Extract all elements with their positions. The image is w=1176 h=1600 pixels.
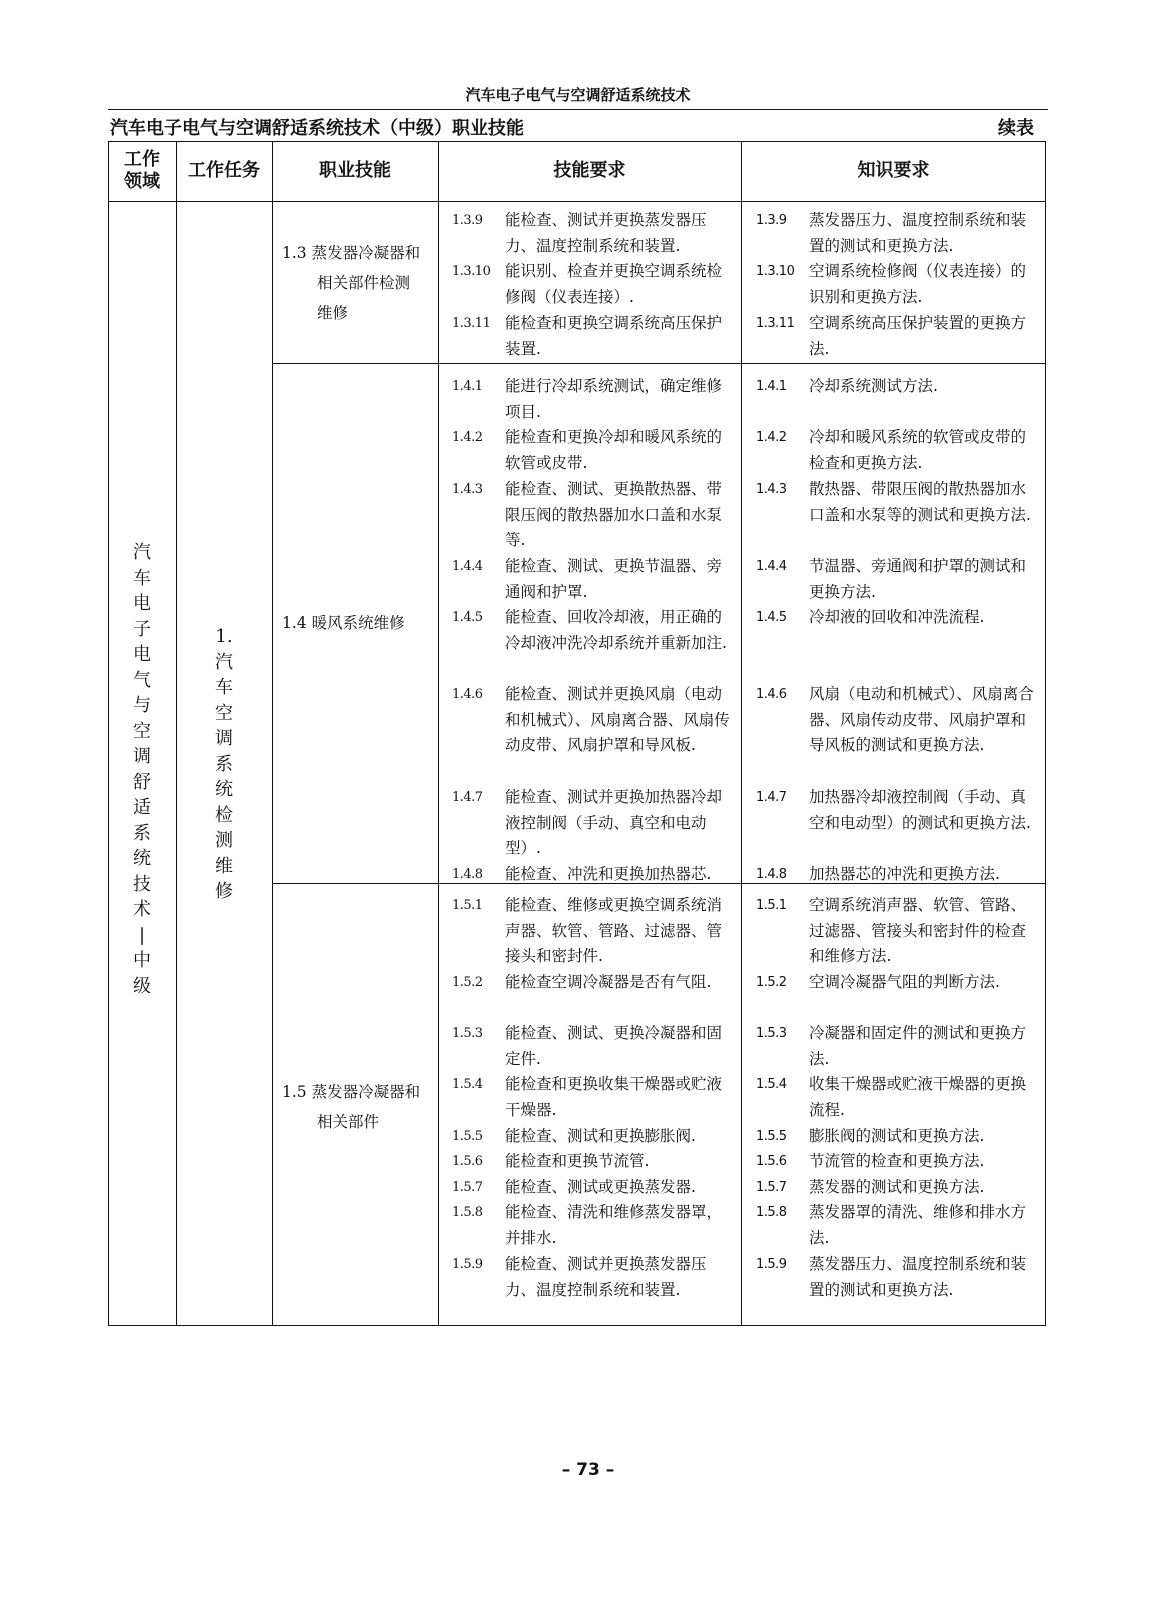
knowledge-requirement-entry (756, 785, 1041, 836)
knowledge-requirement-text: 蒸发器压力、温度控制系统和装置的测试和更换方法. (809, 1255, 1027, 1299)
knowledge-requirement-number: 1.4.2 (756, 430, 787, 445)
knowledge-requirement-number: 1.5.8 (756, 1205, 787, 1220)
skill-requirement-entry (452, 862, 737, 888)
skill-requirement-text: 能检查和更换节流管. (505, 1152, 650, 1170)
header-skill: 职业技能 (319, 160, 391, 181)
skill-1-5 (282, 1077, 438, 1137)
skill-requirement-text: 能检查、测试、更换冷凝器和固定件. (505, 1024, 723, 1068)
knowledge-requirement-entry (756, 374, 1041, 400)
header-row-rule (108, 201, 1046, 202)
knowledge-requirement-number: 1.5.7 (756, 1180, 787, 1195)
knowledge-requirement-entry (756, 425, 1041, 476)
skill-requirement-text: 能检查、测试、更换节温器、旁通阀和护罩. (505, 557, 723, 601)
header-domain: 工作 领域 (124, 149, 160, 192)
skill-requirement-entry (452, 1021, 737, 1072)
knowledge-requirement-text: 空调系统检修阀（仪表连接）的识别和更换方法. (809, 262, 1027, 306)
knowledge-requirement-text: 蒸发器的测试和更换方法. (809, 1178, 985, 1196)
skill-requirement-number: 1.4.3 (452, 482, 483, 497)
skill-requirement-text: 能检查空调冷凝器是否有气阻. (505, 973, 712, 991)
skill-requirement-number: 1.4.6 (452, 687, 483, 702)
skill-1-4-line1: 1.4 暖风系统维修 (282, 614, 405, 632)
skill-requirement-entry (452, 311, 737, 362)
skill-requirement-text: 能检查、测试并更换加热器冷却液控制阀（手动、真空和电动型）. (505, 788, 723, 857)
skill-requirement-text: 能检查、测试并更换蒸发器压力、温度控制系统和装置. (505, 1255, 707, 1299)
knowledge-requirement-text: 收集干燥器或贮液干燥器的更换流程. (809, 1075, 1027, 1119)
running-head: 汽车电子电气与空调舒适系统技术 (465, 86, 691, 104)
work-task-cell: 1. 汽 车 空 调 系 统 检 测 维 修 (215, 626, 233, 902)
knowledge-requirement-entry (756, 605, 1041, 631)
knowledge-requirement-number: 1.3.9 (756, 213, 787, 228)
knowledge-requirement-text: 蒸发器罩的清洗、维修和排水方法. (809, 1203, 1027, 1247)
knowledge-requirement-entry (756, 1200, 1041, 1251)
knowledge-requirement-text: 冷凝器和固定件的测试和更换方法. (809, 1024, 1027, 1068)
knowledge-requirement-text: 冷却液的回收和冲洗流程. (809, 608, 985, 626)
table-title: 汽车电子电气与空调舒适系统技术（中级）职业技能 (110, 118, 524, 139)
skill-requirement-number: 1.5.2 (452, 975, 483, 990)
skill-requirement-number: 1.3.9 (452, 213, 483, 228)
knowledge-requirement-entry (756, 259, 1041, 310)
knowledge-requirement-entry (756, 682, 1041, 759)
skill-requirement-entry (452, 477, 737, 554)
skill-requirement-entry (452, 259, 737, 310)
knowledge-requirement-entry (756, 1175, 1041, 1201)
skill-requirement-entry (452, 893, 737, 970)
skill-requirement-entry (452, 1124, 737, 1150)
knowledge-requirement-text: 风扇（电动和机械式）、风扇离合器、风扇传动皮带、风扇护罩和导风板的测试和更换方法. (809, 685, 1034, 754)
knowledge-requirement-number: 1.5.3 (756, 1026, 787, 1041)
knowledge-requirement-number: 1.4.3 (756, 482, 787, 497)
knowledge-requirement-text: 节流管的检查和更换方法. (809, 1152, 985, 1170)
skill-requirement-text: 能检查、维修或更换空调系统消声器、软管、管路、过滤器、管接头和密封件. (505, 896, 723, 965)
skill-requirement-text: 能检查、测试和更换膨胀阀. (505, 1127, 696, 1145)
skill-requirement-text: 能检查、冲洗和更换加热器芯. (505, 865, 712, 883)
knowledge-requirement-text: 加热器芯的冲洗和更换方法. (809, 865, 1000, 883)
knowledge-requirement-entry (756, 554, 1041, 605)
skill-requirement-entry (452, 970, 737, 996)
knowledge-requirement-number: 1.4.5 (756, 610, 787, 625)
skill-requirement-text: 能检查、测试并更换风扇（电动和机械式）、风扇离合器、风扇传动皮带、风扇护罩和导风板. (505, 685, 730, 754)
skill-requirement-entry (452, 208, 737, 259)
knowledge-requirement-text: 节温器、旁通阀和护罩的测试和更换方法. (809, 557, 1027, 601)
knowledge-requirement-number: 1.4.8 (756, 867, 787, 882)
knowledge-requirement-number: 1.3.11 (756, 316, 795, 331)
knowledge-requirement-number: 1.4.1 (756, 379, 787, 394)
skill-requirement-number: 1.5.1 (452, 898, 483, 913)
knowledge-requirement-entry (756, 311, 1041, 362)
skill-requirement-entry (452, 425, 737, 476)
knowledge-requirement-entry (756, 1149, 1041, 1175)
header-knowledge-req: 知识要求 (857, 160, 930, 181)
knowledge-requirement-number: 1.3.10 (756, 264, 795, 279)
knowledge-requirement-entry (756, 477, 1041, 528)
header-skill-req: 技能要求 (553, 160, 626, 181)
skill-requirement-text: 能检查和更换冷却和暖风系统的软管或皮带. (505, 428, 723, 472)
knowledge-requirement-number: 1.5.2 (756, 975, 787, 990)
skill-requirement-number: 1.4.8 (452, 867, 483, 882)
knowledge-requirement-text: 空调系统消声器、软管、管路、过滤器、管接头和密封件的检查和维修方法. (809, 896, 1027, 965)
skill-requirement-entry (452, 682, 737, 759)
skill-requirement-text: 能进行冷却系统测试，确定维修项目. (505, 377, 723, 421)
skill-1-5-line2: 相关部件 (317, 1113, 380, 1131)
skill-requirement-number: 1.3.10 (452, 264, 491, 279)
knowledge-requirement-text: 冷却系统测试方法. (809, 377, 938, 395)
column-rule (438, 141, 439, 1326)
knowledge-requirement-entry (756, 970, 1041, 996)
knowledge-requirement-text: 空调系统高压保护装置的更换方法. (809, 314, 1027, 358)
skill-requirement-number: 1.4.7 (452, 790, 483, 805)
skill-requirement-entry (452, 1149, 737, 1175)
knowledge-requirement-entry (756, 1252, 1041, 1303)
skill-requirement-number: 1.5.5 (452, 1129, 483, 1144)
knowledge-requirement-text: 空调冷凝器气阻的判断方法. (809, 973, 1000, 991)
skill-requirement-entry (452, 605, 737, 656)
knowledge-requirement-text: 蒸发器压力、温度控制系统和装置的测试和更换方法. (809, 211, 1027, 255)
work-domain-cell: 汽 车 电 子 电 气 与 空 调 舒 适 系 统 技 术 | 中 级 (133, 542, 151, 997)
knowledge-requirement-number: 1.5.1 (756, 898, 787, 913)
skill-requirement-entry (452, 1252, 737, 1303)
knowledge-requirement-text: 加热器冷却液控制阀（手动、真空和电动型）的测试和更换方法. (809, 788, 1031, 832)
knowledge-requirement-number: 1.4.6 (756, 687, 787, 702)
skill-requirement-entry (452, 1175, 737, 1201)
knowledge-requirement-number: 1.5.9 (756, 1257, 787, 1272)
skill-1-3-line1: 1.3 蒸发器冷凝器和 (282, 244, 421, 262)
knowledge-requirement-text: 膨胀阀的测试和更换方法. (809, 1127, 985, 1145)
running-head-rule (108, 109, 1048, 110)
skill-requirement-number: 1.4.1 (452, 379, 483, 394)
skill-requirement-number: 1.5.6 (452, 1154, 483, 1169)
skill-requirement-text: 能检查、清洗和维修蒸发器罩，并排水. (505, 1203, 723, 1247)
skill-requirement-text: 能检查、测试或更换蒸发器. (505, 1178, 696, 1196)
skill-requirement-number: 1.4.5 (452, 610, 483, 625)
knowledge-requirement-entry (756, 1072, 1041, 1123)
skill-requirement-entry (452, 554, 737, 605)
knowledge-requirement-number: 1.5.5 (756, 1129, 787, 1144)
skill-requirement-number: 1.4.4 (452, 559, 483, 574)
knowledge-requirement-entry (756, 862, 1041, 888)
knowledge-requirement-text: 冷却和暖风系统的软管或皮带的检查和更换方法. (809, 428, 1027, 472)
skill-1-3-line2: 相关部件检测 (317, 274, 411, 292)
skill-requirement-text: 能检查和更换空调系统高压保护装置. (505, 314, 723, 358)
knowledge-requirement-number: 1.5.4 (756, 1077, 787, 1092)
skill-requirement-entry (452, 785, 737, 862)
skill-requirement-entry (452, 374, 737, 425)
skill-requirement-text: 能检查、测试、更换散热器、带限压阀的散热器加水口盖和水泵等. (505, 480, 723, 549)
skill-requirement-number: 1.5.8 (452, 1205, 483, 1220)
skill-requirement-number: 1.3.11 (452, 316, 491, 331)
skill-1-5-line1: 1.5 蒸发器冷凝器和 (282, 1083, 421, 1101)
skill-requirement-entry (452, 1200, 737, 1251)
skill-requirement-number: 1.5.9 (452, 1257, 483, 1272)
skill-requirement-text: 能检查、测试并更换蒸发器压力、温度控制系统和装置. (505, 211, 707, 255)
column-rule (741, 141, 742, 1326)
column-rule (272, 141, 273, 1326)
row-rule (272, 363, 1046, 364)
skill-requirement-number: 1.5.7 (452, 1180, 483, 1195)
skill-requirement-entry (452, 1072, 737, 1123)
skill-1-3 (282, 238, 438, 328)
skill-requirement-number: 1.5.3 (452, 1026, 483, 1041)
skill-1-3-line3: 维修 (317, 304, 349, 322)
knowledge-requirement-text: 散热器、带限压阀的散热器加水口盖和水泵等的测试和更换方法. (809, 480, 1031, 524)
skill-requirement-text: 能检查和更换收集干燥器或贮液干燥器. (505, 1075, 723, 1119)
skill-requirement-text: 能识别、检查并更换空调系统检修阀（仪表连接）. (505, 262, 723, 306)
knowledge-requirement-number: 1.4.4 (756, 559, 787, 574)
knowledge-requirement-number: 1.4.7 (756, 790, 787, 805)
page-number: – 73 – (561, 1460, 615, 1480)
table-continued-label: 续表 (998, 118, 1034, 139)
header-task: 工作任务 (188, 160, 260, 181)
knowledge-requirement-number: 1.5.6 (756, 1154, 787, 1169)
knowledge-requirement-entry (756, 1021, 1041, 1072)
knowledge-requirement-entry (756, 1124, 1041, 1150)
skill-1-4 (282, 608, 438, 638)
skill-requirement-text: 能检查、回收冷却液，用正确的冷却液冲洗冷却系统并重新加注. (505, 608, 727, 652)
knowledge-requirement-entry (756, 893, 1041, 970)
skill-requirement-number: 1.4.2 (452, 430, 483, 445)
knowledge-requirement-entry (756, 208, 1041, 259)
skill-requirement-number: 1.5.4 (452, 1077, 483, 1092)
